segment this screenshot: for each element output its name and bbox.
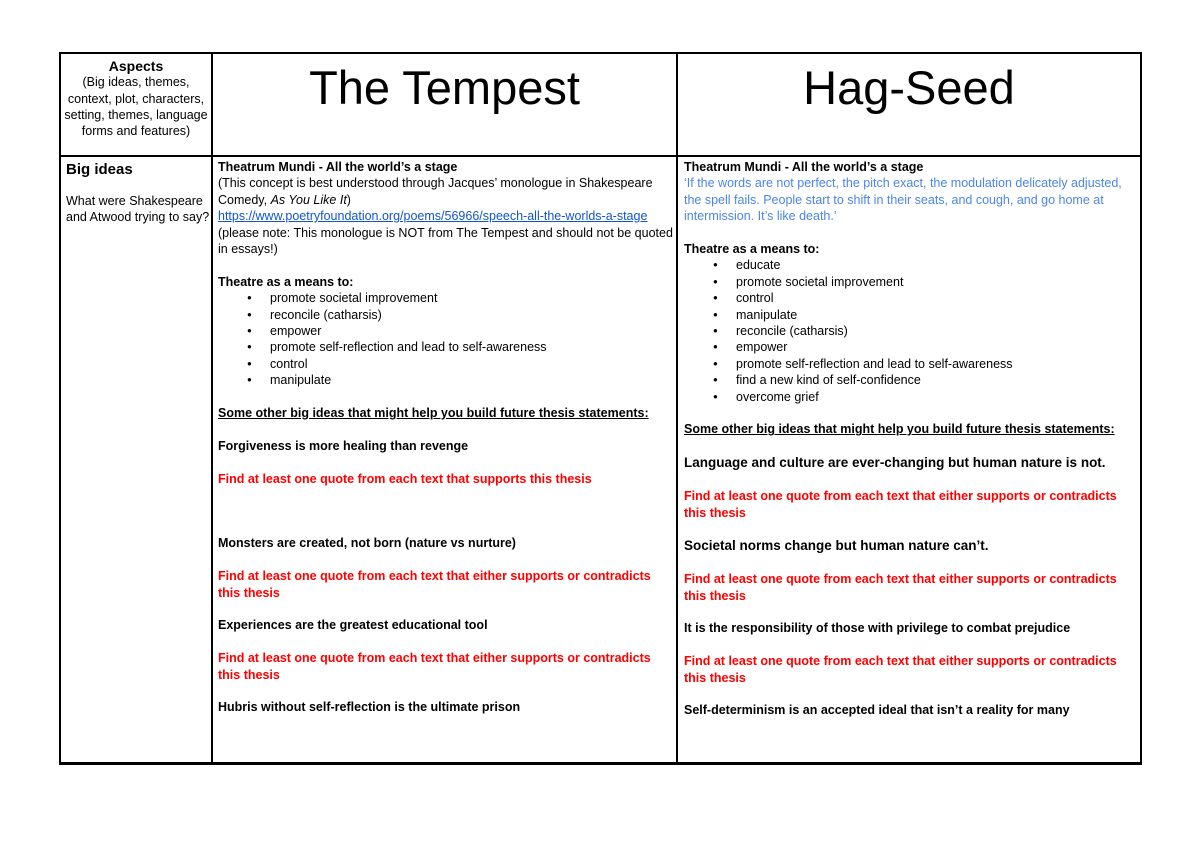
tempest-intro-play-title: As You Like It bbox=[270, 192, 347, 207]
list-item: ● promote self-reflection and lead to self-awareness bbox=[684, 356, 1134, 372]
tempest-big-ideas-cell bbox=[218, 159, 674, 716]
big-ideas-heading: Big ideas bbox=[66, 161, 133, 178]
tempest-thesis-4: Hubris without self-reflection is the ultimate prison bbox=[218, 700, 521, 715]
hagseed-big-ideas-cell bbox=[684, 159, 1134, 719]
table-column-divider-1 bbox=[211, 52, 213, 765]
list-item: ● manipulate bbox=[684, 307, 1134, 323]
table-border-top bbox=[59, 52, 1142, 54]
list-item: ● find a new kind of self-confidence bbox=[684, 372, 1134, 388]
table-border-left bbox=[59, 52, 61, 765]
hagseed-thesis-4: Self-determinism is an accepted ideal that isn’t a reality for many bbox=[684, 703, 1070, 718]
hagseed-title: Hag-Seed bbox=[803, 61, 1015, 114]
hagseed-thesis-1: Language and culture are ever-changing but human nature is not. bbox=[684, 455, 1106, 471]
hagseed-quote: ‘If the words are not perfect, the pitch exact, the modulation delicately adjusted, the spell fails. People start to shift in their seats, and cough, and go home at intermission. It’s like death.’ bbox=[684, 176, 1122, 224]
tempest-theatrum-heading: Theatrum Mundi - All the world’s a stage bbox=[218, 160, 458, 174]
table-border-bottom bbox=[59, 762, 1142, 765]
tempest-thesis-1: Forgiveness is more healing than revenge bbox=[218, 438, 469, 453]
list-item: ● promote societal improvement bbox=[684, 274, 1134, 290]
list-item: ● manipulate bbox=[218, 372, 674, 388]
tempest-intro-prefix: (This concept is best understood through Jacques’ monologue in Shakespeare Comedy, bbox=[218, 176, 653, 207]
tempest-thesis-3: Experiences are the greatest educational tool bbox=[218, 618, 488, 633]
hagseed-thesis-2: Societal norms change but human nature can’t. bbox=[684, 538, 989, 554]
tempest-instruction-1: Find at least one quote from each text that supports this thesis bbox=[218, 471, 592, 486]
monologue-link[interactable]: https://www.poetryfoundation.org/poems/56966/speech-all-the-worlds-a-stage bbox=[218, 209, 648, 224]
hagseed-means-list bbox=[684, 257, 1134, 405]
tempest-means-heading: Theatre as a means to: bbox=[218, 274, 354, 289]
tempest-title: The Tempest bbox=[309, 61, 580, 114]
list-item: ● control bbox=[684, 290, 1134, 306]
list-item: ● empower bbox=[218, 323, 674, 339]
tempest-means-list bbox=[218, 290, 674, 388]
list-item: ● reconcile (catharsis) bbox=[684, 323, 1134, 339]
list-item: ● promote societal improvement bbox=[218, 290, 674, 306]
list-item: ● control bbox=[218, 356, 674, 372]
tempest-instruction-3: Find at least one quote from each text that either supports or contradicts this thesis bbox=[218, 651, 651, 682]
tempest-intro bbox=[218, 175, 674, 208]
big-ideas-label-cell bbox=[66, 160, 211, 226]
tempest-instruction-2: Find at least one quote from each text that either supports or contradicts this thesis bbox=[218, 569, 651, 600]
list-item: ● overcome grief bbox=[684, 389, 1134, 405]
list-item: ● empower bbox=[684, 339, 1134, 355]
hagseed-instruction-2: Find at least one quote from each text that either supports or contradicts this thesis bbox=[684, 572, 1117, 603]
hagseed-thesis-3: It is the responsibility of those with privilege to combat prejudice bbox=[684, 621, 1071, 636]
hagseed-instruction-3: Find at least one quote from each text that either supports or contradicts this thesis bbox=[684, 654, 1117, 685]
list-item: ● promote self-reflection and lead to self-awareness bbox=[218, 339, 674, 355]
tempest-thesis-2: Monsters are created, not born (nature vs nurture) bbox=[218, 536, 516, 551]
list-item: ● educate bbox=[684, 257, 1134, 273]
table-border-right bbox=[1140, 52, 1142, 765]
table-column-divider-2 bbox=[676, 52, 678, 765]
hagseed-other-ideas-heading: Some other big ideas that might help you build future thesis statements: bbox=[684, 422, 1115, 437]
big-ideas-question: What were Shakespeare and Atwood trying to say? bbox=[66, 194, 210, 225]
hagseed-theatrum-heading: Theatrum Mundi - All the world’s a stage bbox=[684, 160, 924, 174]
hagseed-means-heading: Theatre as a means to: bbox=[684, 242, 820, 257]
aspects-header-cell bbox=[61, 58, 211, 139]
table-header-divider bbox=[59, 155, 1142, 157]
tempest-intro-suffix: ) bbox=[346, 192, 351, 207]
tempest-other-ideas-heading: Some other big ideas that might help you build future thesis statements: bbox=[218, 406, 649, 421]
aspects-title: Aspects bbox=[108, 58, 164, 74]
tempest-note: (please note: This monologue is NOT from The Tempest and should not be quoted in essays!) bbox=[218, 225, 673, 257]
hagseed-instruction-1: Find at least one quote from each text that either supports or contradicts this thesis bbox=[684, 489, 1117, 520]
aspects-subtitle: (Big ideas, themes, context, plot, characters, setting, themes, language forms and features) bbox=[64, 75, 208, 139]
list-item: ● reconcile (catharsis) bbox=[218, 307, 674, 323]
